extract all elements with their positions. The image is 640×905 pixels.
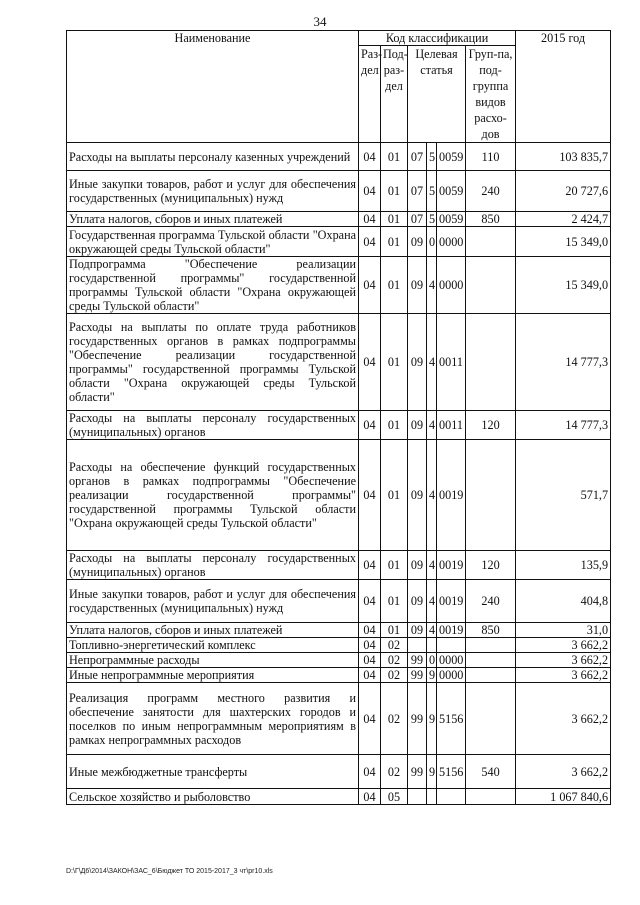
row-amount: 1 067 840,6 [516, 789, 611, 805]
row-subsection: 02 [381, 755, 408, 789]
row-name: Иные закупки товаров, работ и услуг для обеспечения государственных (муниципальных) нужд [67, 580, 359, 623]
row-target-subprogram: 4 [427, 580, 437, 623]
table-row [67, 212, 611, 227]
row-target-direction: 0019 [437, 440, 466, 551]
row-name: Уплата налогов, сборов и иных платежей [67, 212, 359, 227]
row-expense-type: 120 [466, 411, 516, 440]
row-expense-type: 240 [466, 580, 516, 623]
budget-table [66, 30, 611, 805]
table-body [67, 143, 611, 805]
row-subsection: 02 [381, 638, 408, 653]
row-target-direction: 0059 [437, 212, 466, 227]
row-target-direction: 0011 [437, 314, 466, 411]
row-name: Уплата налогов, сборов и иных платежей [67, 623, 359, 638]
row-target-subprogram: 9 [427, 683, 437, 755]
row-subsection: 01 [381, 580, 408, 623]
row-amount: 31,0 [516, 623, 611, 638]
row-target-subprogram: 4 [427, 411, 437, 440]
header-year: 2015 год [516, 31, 611, 143]
row-subsection: 02 [381, 653, 408, 668]
row-subsection: 05 [381, 789, 408, 805]
row-subsection: 01 [381, 227, 408, 257]
row-amount: 15 349,0 [516, 227, 611, 257]
row-amount: 15 349,0 [516, 257, 611, 314]
row-section: 04 [359, 212, 381, 227]
row-section: 04 [359, 789, 381, 805]
row-target-program: 09 [408, 440, 427, 551]
row-target-direction: 0000 [437, 668, 466, 683]
row-expense-type [466, 257, 516, 314]
row-section: 04 [359, 638, 381, 653]
row-amount: 404,8 [516, 580, 611, 623]
row-expense-type [466, 683, 516, 755]
row-target-direction [437, 638, 466, 653]
row-expense-type: 110 [466, 143, 516, 171]
row-target-direction: 0000 [437, 257, 466, 314]
row-target-program: 09 [408, 551, 427, 580]
row-target-direction: 0019 [437, 623, 466, 638]
table-row [67, 638, 611, 653]
row-target-direction: 0059 [437, 171, 466, 212]
row-amount: 14 777,3 [516, 411, 611, 440]
row-target-program: 99 [408, 653, 427, 668]
row-target-subprogram: 5 [427, 171, 437, 212]
row-name: Непрограммные расходы [67, 653, 359, 668]
row-amount: 135,9 [516, 551, 611, 580]
row-name: Расходы на выплаты персоналу государственных (муниципальных) органов [67, 551, 359, 580]
row-target-program: 09 [408, 580, 427, 623]
row-target-direction: 0000 [437, 227, 466, 257]
row-section: 04 [359, 551, 381, 580]
row-name: Расходы на обеспечение функций государственных органов в рамках подпрограммы "Обеспечение реализации государственной программы" государственной программы Тульской области "Охрана окружающей среды Тульской области" [67, 440, 359, 551]
row-target-direction: 5156 [437, 683, 466, 755]
row-name: Иные закупки товаров, работ и услуг для обеспечения государственных (муниципальных) нужд [67, 171, 359, 212]
row-target-subprogram: 9 [427, 668, 437, 683]
row-subsection: 01 [381, 257, 408, 314]
header-code-group: Код классификации [359, 31, 516, 46]
table-row [67, 789, 611, 805]
row-amount: 20 727,6 [516, 171, 611, 212]
row-expense-type [466, 789, 516, 805]
row-target-program: 99 [408, 683, 427, 755]
row-expense-type [466, 314, 516, 411]
row-name: Реализация программ местного развития и обеспечение занятости для шахтерских городов и поселков по иным непрограммным мероприятиям в рамках непрограммных расходов [67, 683, 359, 755]
row-section: 04 [359, 411, 381, 440]
table-row [67, 257, 611, 314]
row-target-program: 09 [408, 227, 427, 257]
row-target-direction: 5156 [437, 755, 466, 789]
row-target-program: 99 [408, 755, 427, 789]
row-target-subprogram: 9 [427, 755, 437, 789]
row-section: 04 [359, 623, 381, 638]
page-number: 34 [313, 14, 327, 29]
row-name: Подпрограмма "Обеспечение реализации государственной программы" государственной программы Тульской области "Охрана окружающей среды Тульской области" [67, 257, 359, 314]
row-subsection: 01 [381, 411, 408, 440]
header-expense-group: Груп-па, под-группа видов расхо-дов [466, 46, 516, 143]
table-row [67, 755, 611, 789]
header-target: Целевая статья [408, 46, 466, 143]
row-section: 04 [359, 683, 381, 755]
row-subsection: 01 [381, 212, 408, 227]
row-section: 04 [359, 171, 381, 212]
table-row [67, 171, 611, 212]
header-section: Раз-дел [359, 46, 381, 143]
row-section: 04 [359, 668, 381, 683]
row-subsection: 01 [381, 551, 408, 580]
row-target-program: 07 [408, 143, 427, 171]
table-row [67, 653, 611, 668]
row-target-program: 09 [408, 623, 427, 638]
row-section: 04 [359, 755, 381, 789]
table-row [67, 227, 611, 257]
row-target-subprogram: 5 [427, 143, 437, 171]
row-section: 04 [359, 314, 381, 411]
row-target-program: 09 [408, 411, 427, 440]
row-expense-type [466, 638, 516, 653]
row-amount: 103 835,7 [516, 143, 611, 171]
row-section: 04 [359, 143, 381, 171]
row-target-direction: 0019 [437, 580, 466, 623]
row-target-program: 07 [408, 212, 427, 227]
row-amount: 2 424,7 [516, 212, 611, 227]
row-subsection: 01 [381, 314, 408, 411]
row-name: Расходы на выплаты по оплате труда работников государственных органов в рамках подпрограммы "Обеспечение реализации государственной программы" государственной программы Тульской области "Охрана окружающей среды Тульской области" [67, 314, 359, 411]
row-target-subprogram: 4 [427, 623, 437, 638]
row-expense-type [466, 227, 516, 257]
row-name: Иные непрограммные мероприятия [67, 668, 359, 683]
table-row [67, 623, 611, 638]
row-target-direction: 0019 [437, 551, 466, 580]
row-expense-type: 240 [466, 171, 516, 212]
row-target-program: 07 [408, 171, 427, 212]
row-subsection: 02 [381, 683, 408, 755]
row-section: 04 [359, 440, 381, 551]
row-target-subprogram: 4 [427, 257, 437, 314]
row-amount: 3 662,2 [516, 683, 611, 755]
table-row [67, 668, 611, 683]
table-row [67, 411, 611, 440]
row-name: Сельское хозяйство и рыболовство [67, 789, 359, 805]
row-expense-type: 540 [466, 755, 516, 789]
row-target-subprogram: 4 [427, 440, 437, 551]
row-target-program: 09 [408, 314, 427, 411]
row-amount: 3 662,2 [516, 755, 611, 789]
row-expense-type [466, 668, 516, 683]
row-amount: 3 662,2 [516, 653, 611, 668]
footer-file-path: D:\Г\Д6\2014\ЗАКОН\ЗАС_6\Бюджет ТО 2015-2017_3 чт\pr10.xls [66, 868, 273, 875]
row-name: Государственная программа Тульской области "Охрана окружающей среды Тульской области" [67, 227, 359, 257]
row-subsection: 01 [381, 440, 408, 551]
row-target-subprogram: 4 [427, 314, 437, 411]
row-name: Иные межбюджетные трансферты [67, 755, 359, 789]
row-target-program [408, 638, 427, 653]
row-name: Топливно-энергетический комплекс [67, 638, 359, 653]
row-target-subprogram [427, 638, 437, 653]
row-expense-type: 120 [466, 551, 516, 580]
row-expense-type: 850 [466, 623, 516, 638]
row-expense-type [466, 653, 516, 668]
row-target-direction: 0059 [437, 143, 466, 171]
row-section: 04 [359, 653, 381, 668]
row-name: Расходы на выплаты персоналу государственных (муниципальных) органов [67, 411, 359, 440]
row-section: 04 [359, 580, 381, 623]
row-amount: 3 662,2 [516, 668, 611, 683]
table-row [67, 551, 611, 580]
row-target-subprogram: 4 [427, 551, 437, 580]
row-target-program: 99 [408, 668, 427, 683]
row-section: 04 [359, 227, 381, 257]
row-name: Расходы на выплаты персоналу казенных учреждений [67, 143, 359, 171]
row-target-subprogram: 0 [427, 653, 437, 668]
row-expense-type: 850 [466, 212, 516, 227]
row-target-subprogram: 0 [427, 227, 437, 257]
row-subsection: 01 [381, 623, 408, 638]
row-target-direction: 0011 [437, 411, 466, 440]
header-subsection: Под-раз-дел [381, 46, 408, 143]
row-target-program: 09 [408, 257, 427, 314]
row-amount: 14 777,3 [516, 314, 611, 411]
row-expense-type [466, 440, 516, 551]
row-target-subprogram [427, 789, 437, 805]
row-amount: 3 662,2 [516, 638, 611, 653]
row-subsection: 02 [381, 668, 408, 683]
row-amount: 571,7 [516, 440, 611, 551]
table-row [67, 314, 611, 411]
row-target-direction [437, 789, 466, 805]
header-name: Наименование [67, 31, 359, 143]
row-target-program [408, 789, 427, 805]
table-row [67, 440, 611, 551]
row-subsection: 01 [381, 171, 408, 212]
row-target-subprogram: 5 [427, 212, 437, 227]
table-row [67, 143, 611, 171]
table-row [67, 580, 611, 623]
row-section: 04 [359, 257, 381, 314]
table-row [67, 683, 611, 755]
row-target-direction: 0000 [437, 653, 466, 668]
row-subsection: 01 [381, 143, 408, 171]
